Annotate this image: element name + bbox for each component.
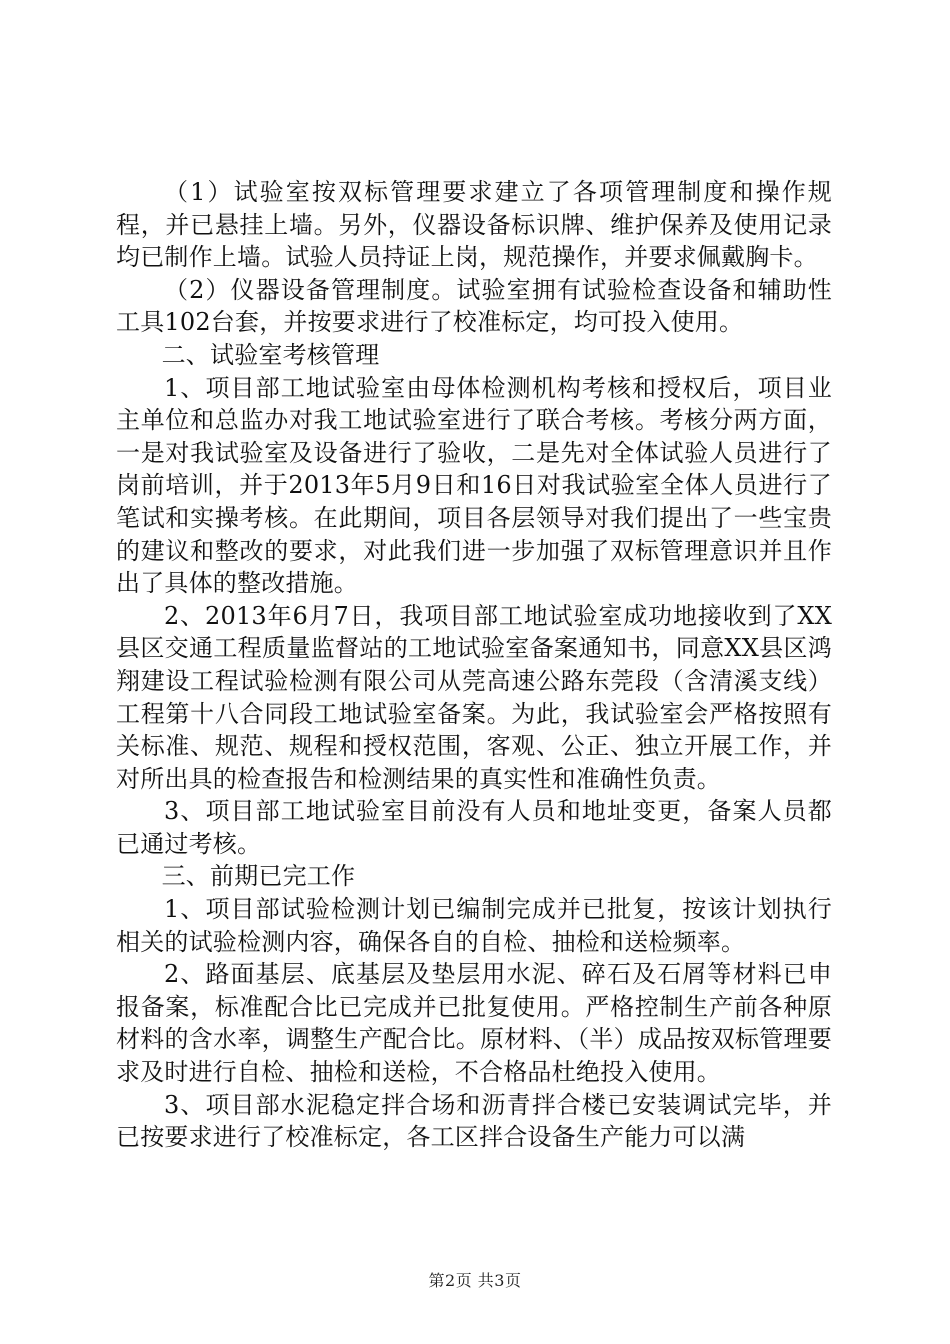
paragraph-assessment-3: 3、项目部工地试验室目前没有人员和地址变更，备案人员都已通过考核。 bbox=[116, 797, 832, 858]
document-body bbox=[116, 176, 832, 1154]
section-heading-completed-work: 三、前期已完工作 bbox=[161, 862, 356, 891]
paragraph-assessment-1: 1、项目部工地试验室由母体检测机构考核和授权后，项目业主单位和总监办对我工地试验室进行了联合考核。考核分两方面，一是对我试验室及设备进行了验收，二是先对全体试验人员进行了岗前培训，并于2013年5月9日和16日对我试验室全体人员进行了笔试和实操考核。在此期间，项目各层领导对我们提出了一些宝贵的建议和整改的要求，对此我们进一步加强了双标管理意识并且作出了具体的整改措施。 bbox=[116, 373, 832, 598]
paragraph-completed-3: 3、项目部水泥稳定拌合场和沥青拌合楼已安装调试完毕，并已按要求进行了校准标定，各工区拌合设备生产能力可以满 bbox=[116, 1090, 832, 1152]
page-footer: 第2页 共3页 bbox=[428, 1271, 522, 1290]
paragraph-assessment-2: 2、2013年6月7日，我项目部工地试验室成功地接收到了XX县区交通工程质量监督站的工地试验室备案通知书，同意XX县区鸿翔建设工程试验检测有限公司从莞高速公路东莞段（含清溪支线）工程第十八合同段工地试验室备案。为此，我试验室会严格按照有关标准、规范、规程和授权范围，客观、公正、独立开展工作，并对所出具的检查报告和检测结果的真实性和准确性负责。 bbox=[116, 601, 832, 793]
paragraph-lab-management: （1）试验室按双标管理要求建立了各项管理制度和操作规程，并已悬挂上墙。另外，仪器设备标识牌、维护保养及使用记录均已制作上墙。试验人员持证上岗，规范操作，并要求佩戴胸卡。 bbox=[116, 178, 832, 272]
paragraph-equipment-management: （2）仪器设备管理制度。试验室拥有试验检查设备和辅助性工具102台套，并按要求进行了校准标定，均可投入使用。 bbox=[116, 275, 832, 337]
section-heading-assessment: 二、试验室考核管理 bbox=[161, 340, 380, 369]
paragraph-completed-2: 2、路面基层、底基层及垫层用水泥、碎石及石屑等材料已申报备案，标准配合比已完成并已批复使用。严格控制生产前各种原材料的含水率，调整生产配合比。原材料、（半）成品按双标管理要求及时进行自检、抽检和送检，不合格品杜绝投入使用。 bbox=[116, 960, 832, 1087]
paragraph-completed-1: 1、项目部试验检测计划已编制完成并已批复，按该计划执行相关的试验检测内容，确保各自的自检、抽检和送检频率。 bbox=[116, 895, 832, 956]
